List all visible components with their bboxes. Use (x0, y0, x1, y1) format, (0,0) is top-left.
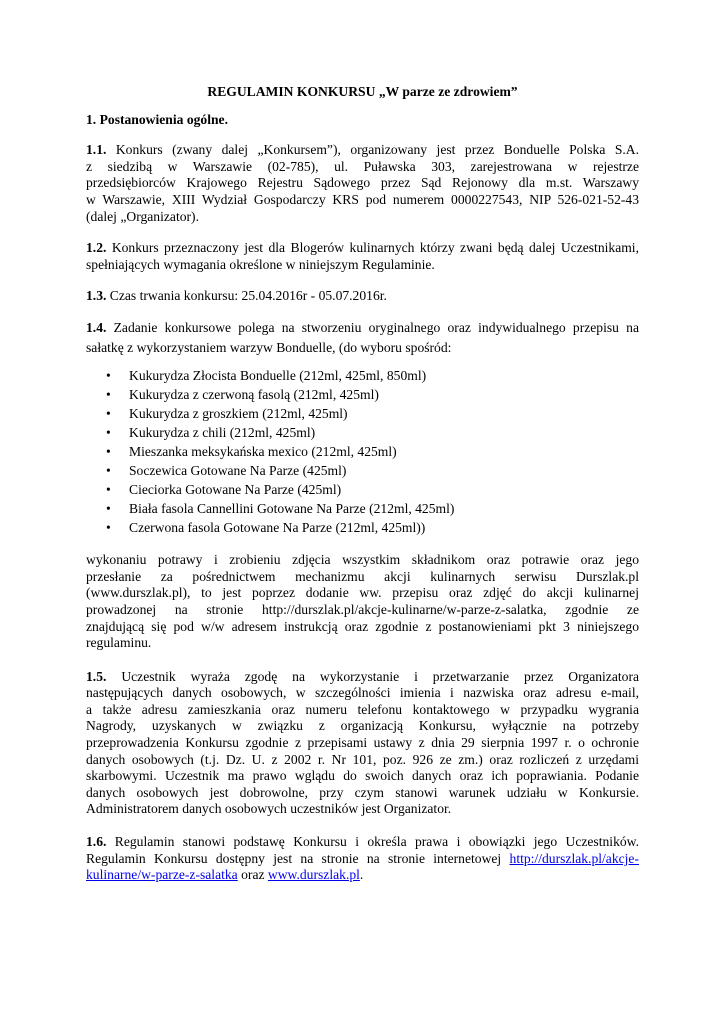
bullet-icon: • (106, 520, 111, 536)
bullet-icon: • (106, 406, 111, 422)
paragraph-line (86, 142, 639, 159)
paragraph-line: (www.durszlak.pl), to jest poprzez dodanie ww. przepisu oraz zdjęć do akcji kulinarnej (86, 585, 639, 601)
bullet-icon: • (106, 463, 111, 479)
list-item (86, 423, 639, 442)
paragraph-line: z siedzibą w Warszawie (02-785), ul. Puławska 303, zarejestrowana w rejestrze (86, 158, 639, 174)
bullet-icon: • (106, 501, 111, 517)
paragraph-text: Konkurs (zwany dalej „Konkursem”), organizowany jest przez Bonduelle Polska S.A. (115, 142, 639, 158)
paragraph-line: następujących danych osobowych, w szczególności imienia i nazwiska oraz adresu e-mail, (86, 685, 639, 701)
product-list (86, 366, 639, 537)
paragraph-1-5 (86, 669, 639, 818)
list-item-text: Cieciorka Gotowane Na Parze (425ml) (129, 482, 342, 498)
paragraph-line: spełniających wymagania określone w niniejszym Regulaminie. (86, 256, 435, 272)
paragraph-line: prowadzonej na stronie http://durszlak.pl/akcje-kulinarne/w-parze-z-salatka, zgodnie ze (86, 601, 639, 617)
paragraph-number: 1.5. (86, 668, 107, 684)
paragraph-number: 1.2. (86, 240, 107, 256)
paragraph-line: skarbowymi. Uczestnik ma prawo wglądu do swoich danych oraz ich poprawiania. Podanie (86, 768, 639, 784)
paragraph-line: wykonaniu potrawy i zrobieniu zdjęcia wszystkim składnikom oraz potrawie oraz jego (86, 552, 639, 568)
list-item-text: Kukurydza z chili (212ml, 425ml) (129, 425, 316, 441)
list-item-text: Mieszanka meksykańska mexico (212ml, 425ml) (129, 444, 397, 460)
durszlak-action-link[interactable]: http://durszlak.pl/akcje- (509, 850, 639, 866)
list-item-text: Kukurydza z czerwoną fasolą (212ml, 425ml) (129, 387, 379, 403)
paragraph-line: (dalej „Organizator). (86, 208, 199, 224)
paragraph-line: danych osobowych (t.j. Dz. U. z 2002 r. Nr 101, poz. 926 ze zm.) oraz rozliczeń z urzędami (86, 751, 639, 767)
paragraph-line: przeprowadzenia Konkursu zgodnie z przepisami ustawy z dnia 29 sierpnia 1997 r. o ochronie (86, 735, 639, 751)
list-item (86, 461, 639, 480)
list-item-text: Soczewica Gotowane Na Parze (425ml) (129, 463, 347, 479)
list-item (86, 499, 639, 518)
paragraph-line (86, 320, 639, 337)
document-page (86, 84, 639, 899)
paragraph-line: przesłanie za pośrednictwem mechanizmu akcji kulinarnych serwisu Durszlak.pl (86, 568, 639, 584)
paragraph-line: Administratorem danych osobowych uczestników jest Organizator. (86, 801, 452, 817)
paragraph-line: sałatkę z wykorzystaniem warzyw Bonduelle, (do wyboru spośród: (86, 339, 452, 355)
paragraph-line: znajdującą się pod w/w adresem instrukcją oraz zgodnie z postanowieniami pkt 3 niniejszego (86, 618, 639, 634)
paragraph-1-4-continued (86, 552, 639, 652)
paragraph-line: danych osobowych jest dobrowolne, przy czym stanowi warunek udziału w Konkursie. (86, 784, 639, 800)
bullet-icon: • (106, 482, 111, 498)
paragraph-line: w Warszawie, XIII Wydział Gospodarczy KRS pod numerem 0000227543, NIP 526-021-52-43 (86, 191, 639, 207)
paragraph-line: a także adresu zamieszkania oraz numeru telefonu kontaktowego w przypadku wygrania (86, 701, 639, 717)
list-item-text: Czerwona fasola Gotowane Na Parze (212ml, 425ml)) (129, 520, 426, 536)
paragraph-text: oraz (237, 867, 268, 883)
paragraph-number: 1.6. (86, 834, 107, 850)
paragraph-text: Czas trwania konkursu: 25.04.2016r - 05.07.2016r. (109, 288, 387, 304)
list-item (86, 480, 639, 499)
paragraph-1-1 (86, 142, 639, 225)
paragraph-number: 1.1. (86, 142, 107, 158)
paragraph-text: Regulamin stanowi podstawę Konkursu i określa prawa i obowiązki jego Uczestników. (114, 834, 639, 850)
paragraph-1-4 (86, 320, 639, 356)
paragraph-text: Uczestnik wyraża zgodę na wykorzystanie i przetwarzanie przez Organizatora (121, 668, 640, 684)
bullet-icon: • (106, 444, 111, 460)
paragraph-line (86, 867, 639, 884)
paragraph-line (86, 669, 639, 686)
paragraph-line: Nagrody, uzyskanych w związku z organizacją Konkursu, wyłącznie na potrzeby (86, 718, 639, 734)
paragraph-1-3 (86, 288, 639, 305)
bullet-icon: • (106, 368, 111, 384)
paragraph-1-6 (86, 834, 639, 884)
paragraph-number: 1.3. (86, 288, 107, 304)
section-heading-general: 1. Postanowienia ogólne. (86, 111, 228, 127)
list-item (86, 404, 639, 423)
document-title: REGULAMIN KONKURSU „W parze ze zdrowiem” (207, 84, 518, 99)
bullet-icon: • (106, 425, 111, 441)
durszlak-homepage-link[interactable]: www.durszlak.pl (267, 867, 360, 883)
paragraph-text: Zadanie konkursowe polega na stworzeniu oryginalnego oraz indywidualnego przepisu na (113, 319, 640, 335)
list-item-text: Kukurydza Złocista Bonduelle (212ml, 425ml, 850ml) (129, 368, 427, 384)
durszlak-action-link-continued[interactable]: kulinarne/w-parze-z-salatka (86, 867, 238, 883)
paragraph-line (86, 851, 639, 868)
list-item (86, 366, 639, 385)
paragraph-text: Regulamin Konkursu dostępny jest na stronie na stronie internetowej (86, 850, 510, 866)
paragraph-text: Konkurs przeznaczony jest dla Blogerów kulinarnych którzy zwani będą dalej Uczestnikami, (111, 240, 639, 256)
paragraph-line: przedsiębiorców Krajowego Rejestru Sądowego przez Sąd Rejonowy dla m.st. Warszawy (86, 175, 639, 191)
paragraph-text: . (359, 867, 364, 883)
list-item-text: Kukurydza z groszkiem (212ml, 425ml) (129, 406, 348, 422)
list-item (86, 518, 639, 537)
paragraph-line: regulaminu. (86, 635, 152, 651)
list-item (86, 442, 639, 461)
paragraph-1-2 (86, 240, 639, 273)
paragraph-line (86, 834, 639, 851)
paragraph-number: 1.4. (86, 319, 107, 335)
paragraph-line (86, 240, 639, 257)
bullet-icon: • (106, 387, 111, 403)
list-item (86, 385, 639, 404)
list-item-text: Biała fasola Cannellini Gotowane Na Parze (212ml, 425ml) (129, 501, 455, 517)
